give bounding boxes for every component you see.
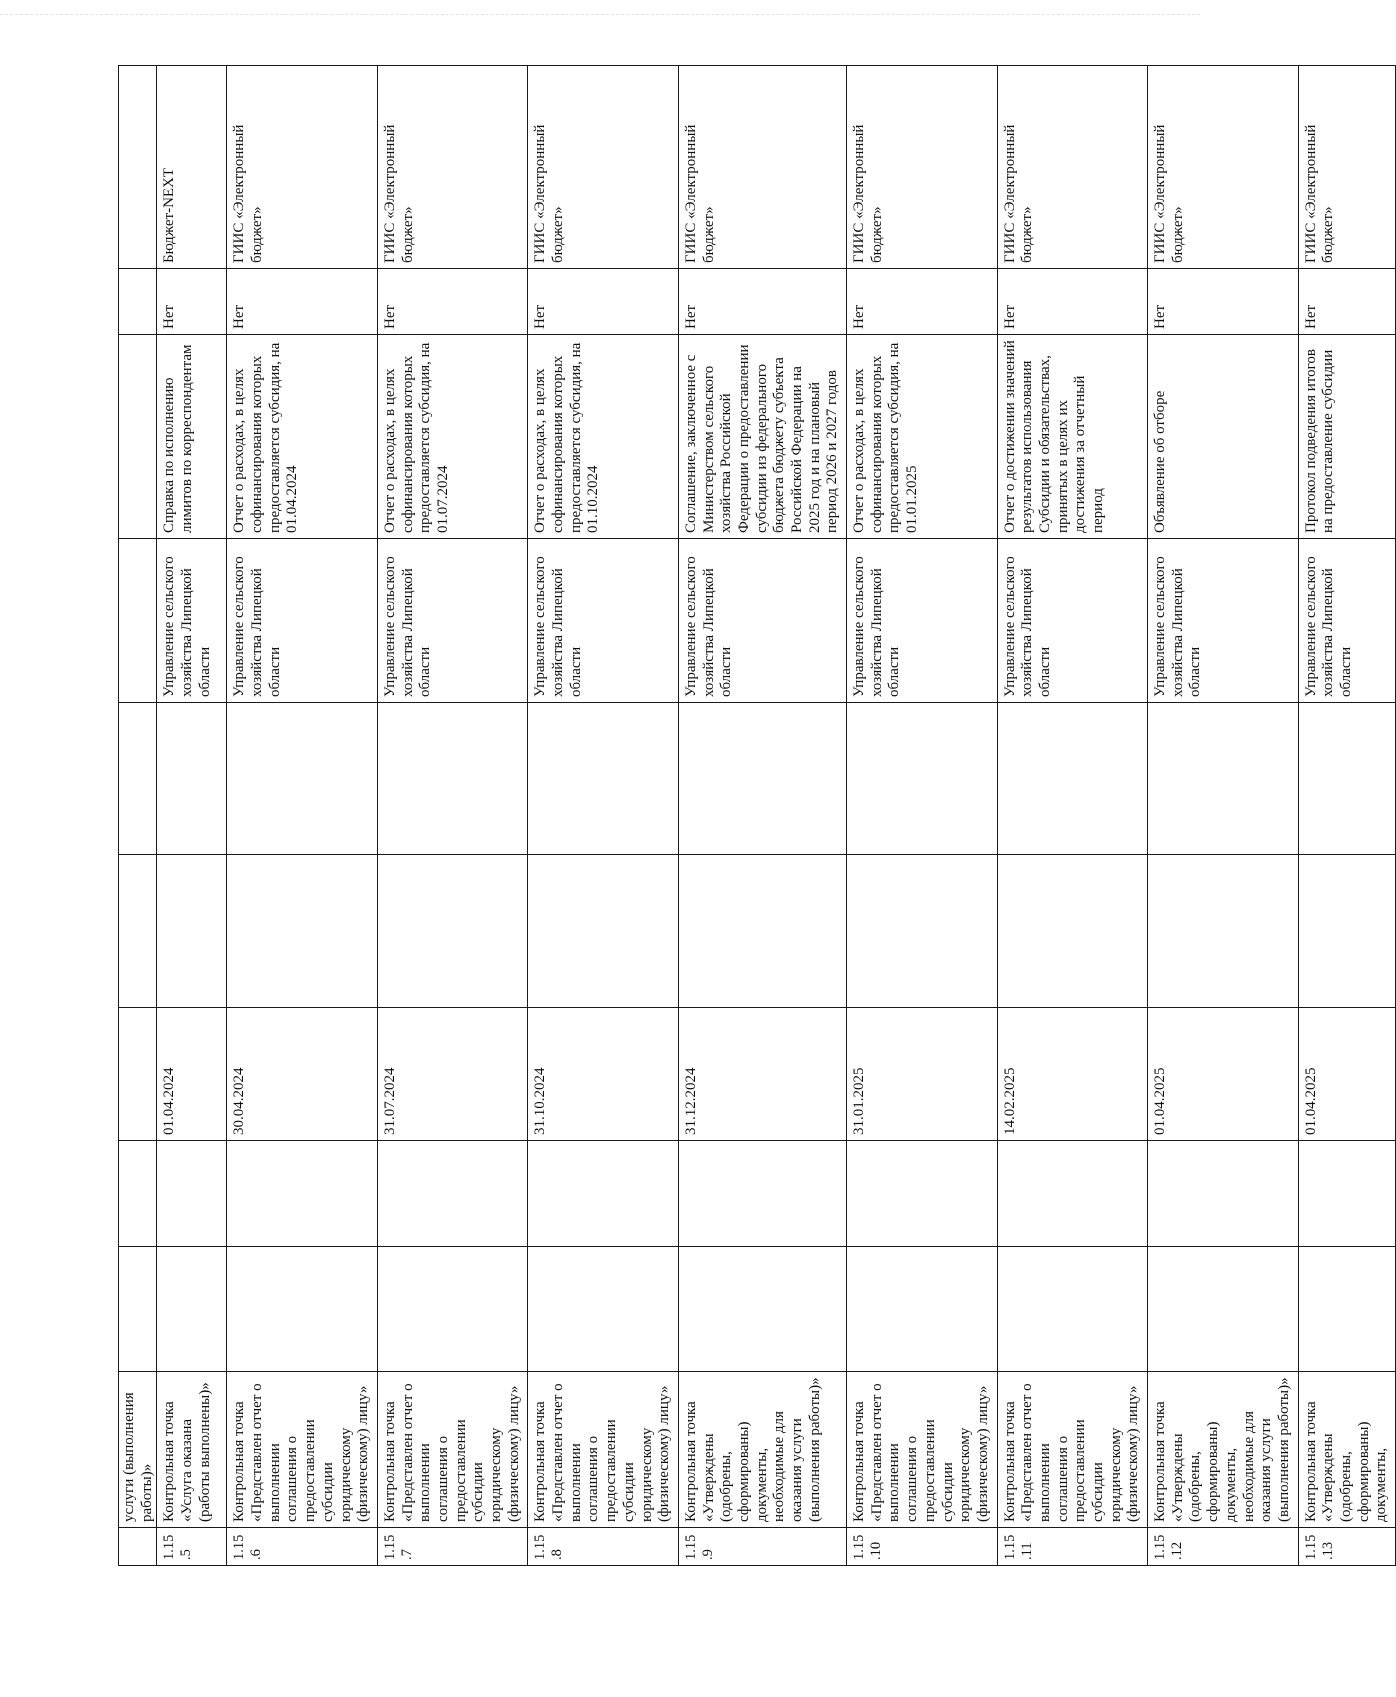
cell-approval: Нет [1298, 269, 1395, 335]
cell-empty [997, 855, 1148, 1008]
cell-responsible: Управление сельского хозяйства Липецкой области [678, 539, 846, 703]
control-points-table [118, 65, 1396, 1566]
cell-approval: Нет [227, 269, 378, 335]
cell-number: 1.15.7 [377, 1528, 528, 1566]
cell-responsible: Управление сельского хозяйства Липецкой области [847, 539, 998, 703]
cell-responsible: Управление сельского хозяйства Липецкой области [1298, 539, 1395, 703]
cell-number: 1.15.8 [528, 1528, 679, 1566]
cell-date: 01.04.2024 [157, 1008, 227, 1141]
cell-document: Отчет о расходах, в целях софинансирования которых предоставляется субсидия, на 01.10.2024 [528, 335, 679, 539]
cell-system: ГИИС «Электронный бюджет» [1148, 66, 1299, 269]
cell-document: Протокол подведения итогов на предоставление субсидии [1298, 335, 1395, 539]
cell-document: Объявление об отборе [1148, 335, 1299, 539]
cell-empty [119, 1141, 157, 1247]
cell-empty [1148, 703, 1299, 855]
cell-approval: Нет [528, 269, 679, 335]
cell-responsible [119, 539, 157, 703]
cell-date [119, 1008, 157, 1141]
cell-date: 31.12.2024 [678, 1008, 846, 1141]
cell-approval [119, 269, 157, 335]
cell-date: 14.02.2025 [997, 1008, 1148, 1141]
table-row [997, 66, 1148, 1566]
cell-empty [377, 1141, 528, 1247]
cell-date: 31.10.2024 [528, 1008, 679, 1141]
table-row [1148, 66, 1299, 1566]
cell-empty [1298, 703, 1395, 855]
cell-empty [678, 703, 846, 855]
table-row [678, 66, 846, 1566]
cell-document: Отчет о расходах, в целях софинансирования которых предоставляется субсидия, на 01.07.2024 [377, 335, 528, 539]
cell-date: 31.07.2024 [377, 1008, 528, 1141]
cell-approval: Нет [997, 269, 1148, 335]
table-row [119, 66, 157, 1566]
cell-responsible: Управление сельского хозяйства Липецкой области [1148, 539, 1299, 703]
cell-number: 1.15.12 [1148, 1528, 1299, 1566]
cell-empty [1148, 855, 1299, 1008]
cell-system: ГИИС «Электронный бюджет» [377, 66, 528, 269]
cell-empty [678, 1247, 846, 1372]
table-row [847, 66, 998, 1566]
table-row [377, 66, 528, 1566]
cell-control-point: Контрольная точка «Услуга оказана (работы выполнены)» [157, 1372, 227, 1528]
cell-empty [157, 1247, 227, 1372]
cell-number: 1.15.10 [847, 1528, 998, 1566]
cell-responsible: Управление сельского хозяйства Липецкой области [377, 539, 528, 703]
cell-system: Бюджет-NEXT [157, 66, 227, 269]
cell-empty [1298, 1247, 1395, 1372]
cell-empty [528, 855, 679, 1008]
cell-empty [227, 1247, 378, 1372]
cell-approval: Нет [157, 269, 227, 335]
cell-empty [119, 855, 157, 1008]
cell-control-point: Контрольная точка «Утверждены (одобрены, сформированы) документы, необходимые для оказания услуги (выполнения работы)» [678, 1372, 846, 1528]
cell-document: Отчет о расходах, в целях софинансирования которых предоставляется субсидия, на 01.04.2024 [227, 335, 378, 539]
cell-responsible: Управление сельского хозяйства Липецкой области [157, 539, 227, 703]
cell-document [119, 335, 157, 539]
cell-document: Отчет о расходах, в целях софинансирования которых предоставляется субсидия, на 01.01.2025 [847, 335, 998, 539]
page-edge-rule [0, 14, 1200, 15]
cell-empty [227, 1141, 378, 1247]
cell-control-point: Контрольная точка «Утверждены (одобрены, сформированы) документы, [1298, 1372, 1395, 1528]
cell-system: ГИИС «Электронный бюджет» [227, 66, 378, 269]
cell-approval: Нет [1148, 269, 1299, 335]
cell-empty [377, 855, 528, 1008]
cell-control-point: Контрольная точка «Представлен отчет о выполнении соглашения о предоставлении субсидии юридическому (физическому) лицу» [227, 1372, 378, 1528]
rotated-landscape-table [118, 66, 1390, 1566]
cell-date: 31.01.2025 [847, 1008, 998, 1141]
cell-date: 30.04.2024 [227, 1008, 378, 1141]
cell-number: 1.15.5 [157, 1528, 227, 1566]
cell-number [119, 1528, 157, 1566]
table-row [528, 66, 679, 1566]
cell-control-point: услуги (выполнения работы)» [119, 1372, 157, 1528]
cell-number: 1.15.6 [227, 1528, 378, 1566]
cell-number: 1.15.9 [678, 1528, 846, 1566]
cell-empty [847, 855, 998, 1008]
cell-approval: Нет [377, 269, 528, 335]
table-row [1298, 66, 1395, 1566]
cell-control-point: Контрольная точка «Представлен отчет о выполнении соглашения о предоставлении субсидии юридическому (физическому) лицу» [997, 1372, 1148, 1528]
cell-control-point: Контрольная точка «Представлен отчет о выполнении соглашения о предоставлении субсидии юридическому (физическому) лицу» [377, 1372, 528, 1528]
cell-empty [678, 855, 846, 1008]
cell-empty [847, 1141, 998, 1247]
cell-system: ГИИС «Электронный бюджет» [528, 66, 679, 269]
cell-empty [847, 1247, 998, 1372]
cell-empty [119, 1247, 157, 1372]
cell-responsible: Управление сельского хозяйства Липецкой области [997, 539, 1148, 703]
cell-date: 01.04.2025 [1148, 1008, 1299, 1141]
cell-document: Отчет о достижении значений результатов использования Субсидии и обязательствах, принятых в целях их достижения за отчетный период [997, 335, 1148, 539]
cell-empty [528, 1141, 679, 1247]
cell-empty [1148, 1247, 1299, 1372]
cell-system: ГИИС «Электронный бюджет» [997, 66, 1148, 269]
cell-empty [997, 1141, 1148, 1247]
cell-approval: Нет [847, 269, 998, 335]
cell-responsible: Управление сельского хозяйства Липецкой области [227, 539, 378, 703]
cell-empty [528, 1247, 679, 1372]
cell-system: ГИИС «Электронный бюджет» [1298, 66, 1395, 269]
cell-control-point: Контрольная точка «Утверждены (одобрены, сформированы) документы, необходимые для оказания услуги (выполнения работы)» [1148, 1372, 1299, 1528]
cell-document: Соглашение, заключенное с Министерством сельского хозяйства Российской Федерации о предоставлении субсидии из федерального бюджета бюджету субъекта Российской Федерации на 2025 год и на плановый период 2026 и 2027 годов [678, 335, 846, 539]
cell-empty [1148, 1141, 1299, 1247]
cell-empty [377, 703, 528, 855]
cell-date: 01.04.2025 [1298, 1008, 1395, 1141]
cell-document: Справка по исполнению лимитов по корреспондентам [157, 335, 227, 539]
table-row [157, 66, 227, 1566]
cell-empty [157, 1141, 227, 1247]
cell-empty [227, 855, 378, 1008]
cell-responsible: Управление сельского хозяйства Липецкой области [528, 539, 679, 703]
cell-number: 1.15.13 [1298, 1528, 1395, 1566]
cell-empty [157, 703, 227, 855]
cell-empty [997, 1247, 1148, 1372]
cell-empty [157, 855, 227, 1008]
cell-system: ГИИС «Электронный бюджет» [847, 66, 998, 269]
cell-control-point: Контрольная точка «Представлен отчет о выполнении соглашения о предоставлении субсидии юридическому (физическому) лицу» [528, 1372, 679, 1528]
cell-empty [377, 1247, 528, 1372]
cell-system [119, 66, 157, 269]
cell-system: ГИИС «Электронный бюджет» [678, 66, 846, 269]
cell-approval: Нет [678, 269, 846, 335]
cell-empty [678, 1141, 846, 1247]
table-row [227, 66, 378, 1566]
cell-empty [997, 703, 1148, 855]
cell-empty [847, 703, 998, 855]
cell-empty [1298, 1141, 1395, 1247]
cell-empty [1298, 855, 1395, 1008]
cell-number: 1.15.11 [997, 1528, 1148, 1566]
cell-empty [528, 703, 679, 855]
cell-empty [227, 703, 378, 855]
page-area [118, 66, 1390, 1566]
cell-empty [119, 703, 157, 855]
cell-control-point: Контрольная точка «Представлен отчет о выполнении соглашения о предоставлении субсидии юридическому (физическому) лицу» [847, 1372, 998, 1528]
